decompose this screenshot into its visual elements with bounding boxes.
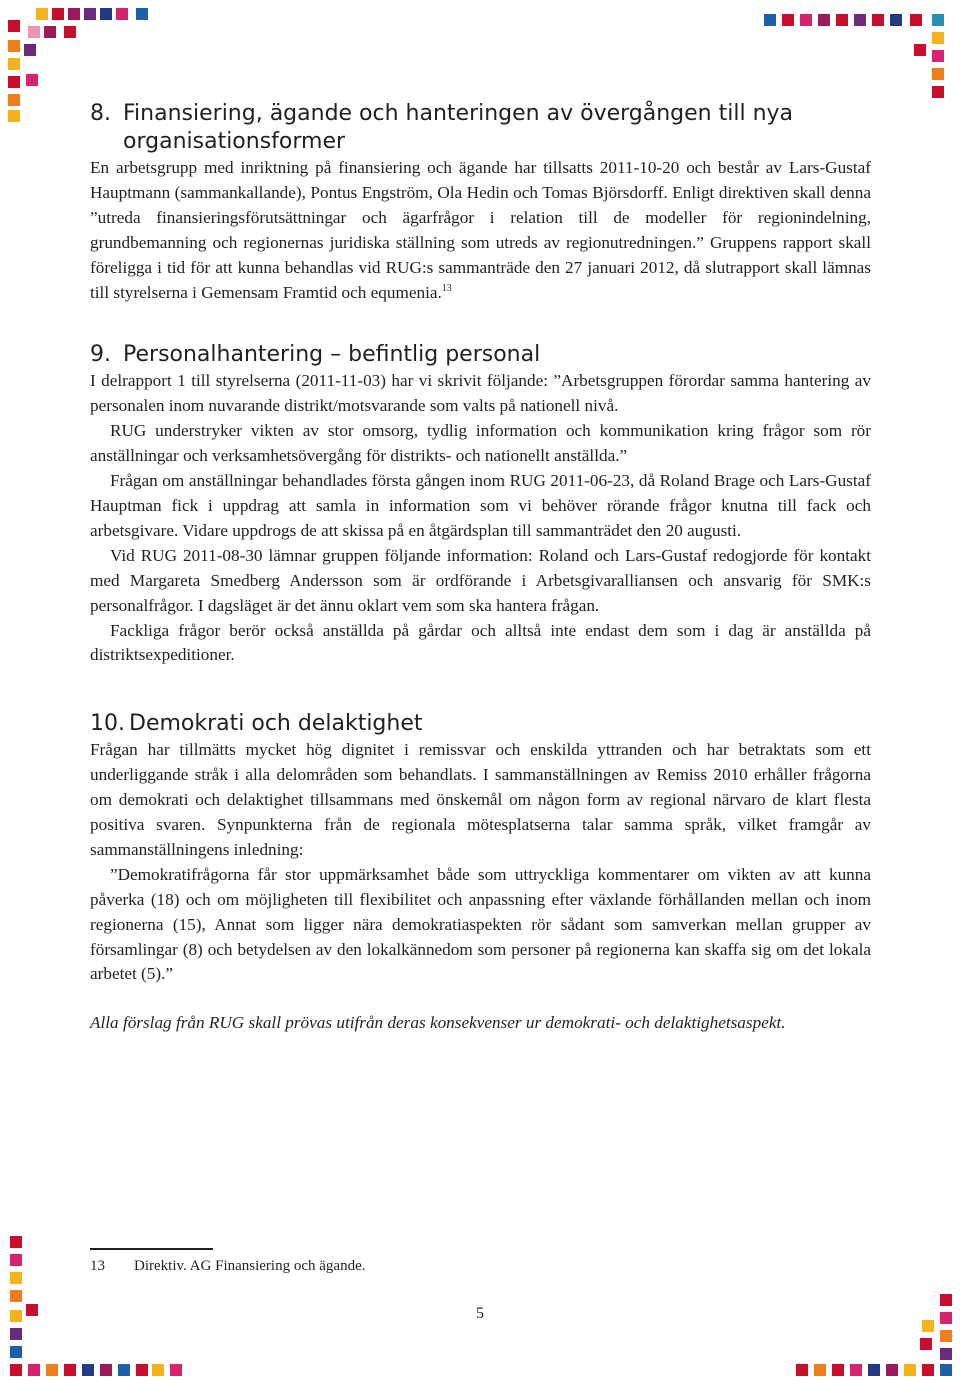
paragraph: Vid RUG 2011-08-30 lämnar gruppen följande information: Roland och Lars-Gustaf redogjorde för kontakt med Margareta Smedberg Andersson som är ordförande i Arbetsgivaralliansen och ansvarig för SMK:s personalfrågor. I dagsläget är det ännu oklart vem som ska hantera frågan.: [90, 545, 871, 615]
footnote-divider: [90, 1248, 213, 1250]
paragraph: Fackliga frågor berör också anställda på gårdar och alltså inte endast dem som i dag är anställda på distriktsexpeditioner.: [90, 620, 871, 665]
section-heading: [90, 710, 871, 738]
section-number: 9.: [90, 342, 111, 368]
section-title: Personalhantering – befintlig personal: [123, 342, 541, 368]
section-number: 10.: [90, 711, 125, 737]
section-title: Finansiering, ägande och hanteringen av övergången till nya organisationsformer: [123, 101, 794, 154]
page-number: 5: [476, 1305, 484, 1322]
document-body: [90, 100, 871, 1036]
paragraph: RUG understryker vikten av stor omsorg, tydlig information och kommunikation kring frågor som rör anställningar och verksamhetsövergång för distrikts- och nationellt anställda.”: [90, 421, 871, 466]
section-8: [90, 100, 871, 305]
footnote: [90, 1256, 365, 1276]
footnote-number: 13: [90, 1258, 105, 1274]
quote-paragraph: ”Demokratifrågorna får stor uppmärksamhet både som uttryckliga kommentarer om vikten av att kunna påverka (18) och om möjligheten till flexibilitet och anpassning efter växlande förhållanden mellan och inom regionerna (15), Annat som ligger nära demokratiaspekten rör sådant som samverkan mellan grupper av församlingar (8) och betydelsen av den lokalkännedom som personer på regionerna kan skaffa sig om det lokala arbetet (5).”: [90, 864, 871, 984]
section-heading: [90, 100, 871, 156]
section-10: [90, 710, 871, 987]
paragraph: Frågan om anställningar behandlades första gången inom RUG 2011-06-23, då Roland Brage och Lars-Gustaf Hauptman fick i uppdrag att samla in information som vi behöver rörande frågor knutna till fack och arbetsgivare. Vidare uppdrogs de att skissa på en åtgärdsplan till sammanträdet den 20 augusti.: [90, 471, 871, 540]
section-title: Demokrati och delaktighet: [129, 711, 423, 737]
paragraph: [90, 156, 871, 305]
closing-statement: Alla förslag från RUG skall prövas utifrån deras konsekvenser ur demokrati- och delaktighetsaspekt.: [90, 1013, 786, 1033]
section-9: [90, 341, 871, 668]
footnote-reference[interactable]: 13: [441, 282, 452, 294]
section-number: 8.: [90, 101, 111, 126]
footnote-text: Direktiv. AG Finansiering och ägande.: [134, 1258, 366, 1274]
paragraph-text: En arbetsgrupp med inriktning på finansiering och ägande har tillsatts 2011-10-20 och består av Lars-Gustaf Hauptmann (sammankallande), Pontus Engström, Ola Hedin och Tomas Björsdorff. Enligt direktiven skall denna ”utreda finansieringsförutsättningar och ägarfrågor i relation till de modeller för regionindelning, grundbemanning och regionernas juridiska ställning som utreds av regionutredningen.” Gruppens rapport skall föreligga i tid för att kunna behandlas vid RUG:s sammanträde den 27 januari 2012, då slutrapport skall lämnas till styrelserna i Gemensam Framtid och equmenia.: [90, 158, 871, 302]
paragraph: Frågan har tillmätts mycket hög dignitet i remissvar och enskilda yttranden och har betraktats som ett underliggande stråk i alla delområden som behandlats. I sammanställningen av Remiss 2010 erhåller frågorna om demokrati och delaktighet tillsammans med önskemål om någon form av regional närvaro de klart flesta positiva svaren. Synpunkterna från de regionala mötesplatserna talar samma språk, vilket framgår av sammanställningens inledning:: [90, 740, 871, 859]
paragraph: I delrapport 1 till styrelserna (2011-11-03) har vi skrivit följande: ”Arbetsgruppen förordar samma hantering av personalen inom nuvarande distrikt/motsvarande som valts på nationell nivå.: [90, 371, 871, 416]
section-heading: [90, 341, 871, 369]
